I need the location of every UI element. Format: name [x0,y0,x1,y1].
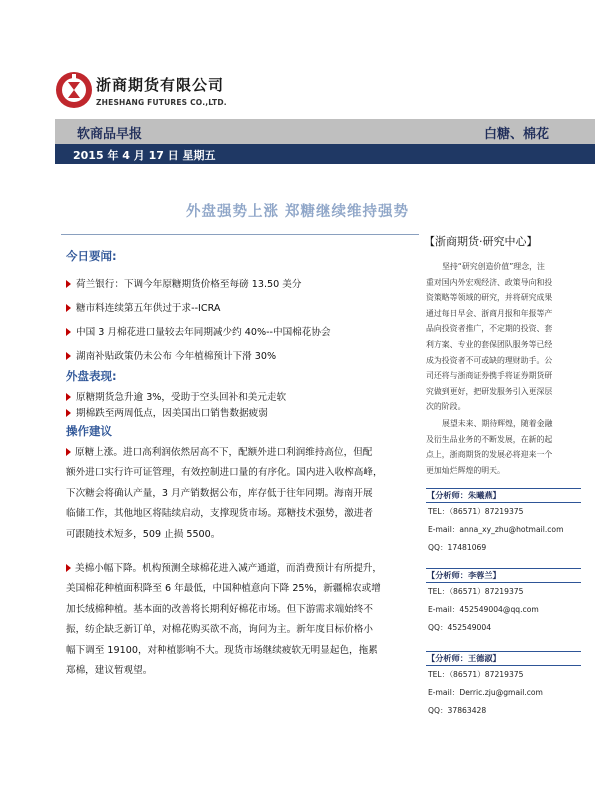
bullet-arrow-icon [66,304,71,312]
report-type: 软商品早报 [77,127,143,142]
company-name-cn: 浙商期货有限公司 [96,76,225,94]
list-item: 原糖期货急升逾 3%，受助于空头回补和美元走软 [66,389,286,403]
list-item: 中国 3 月棉花进口量较去年同期减少约 40%--中国棉花协会 [66,324,331,338]
analyst-qq: QQ：17481069 [428,543,487,552]
analyst-card [426,488,581,557]
divider [61,234,419,235]
analyst-card [426,651,581,720]
analyst-tel: TEL：（86571）87219375 [428,670,524,679]
report-date: 2015 年 4 月 17 日 星期五 [73,149,216,162]
bullet-arrow-icon [66,393,71,401]
list-item: 荷兰银行：下调今年原糖期货价格至每磅 13.50 美分 [66,276,301,290]
company-name-en: ZHESHANG FUTURES CO.,LTD. [96,98,227,107]
bullet-arrow-icon [66,352,71,360]
analyst-tel: TEL：（86571）87219375 [428,587,524,596]
sugar-advice: 原糖上涨。进口高利润依然居高不下，配额外进口利润维持高位，但配 额外进口实行许可证管理，有效控制进口量的有序化。国内进入收榨高峰， 下次糖会将确认产量，3 月产销数据公布，库存低于往年同期。海南开展 临储工作，其他地区将陆续启动，支撑现货市场。郑糖技术强势，激进者 可跟随技术短多，509 止损 5500。 [66,447,383,540]
list-item: 糖市料连续第五年供过于求--ICRA [66,300,220,314]
analyst-name: 【分析师：朱曦燕】 [426,488,581,503]
cotton-advice: 美棉小幅下降。机构预测全球棉花进入减产通道，而消费预计有所提升， 美国棉花种植面积降至 6 年最低，中国种植意向下降 25%，新疆棉农或增 加长绒棉种植。基本面的改善将长期利好棉花市场。但下游需求端始终不 振，纺企缺乏新订单，对棉花购买欲不高，询问为主。新年度目标价格小 幅下调至 19100，对种植影响不大。现货市场继续疲软无明显起色，拖累 郑棉，建议暂观望。 [66,563,382,677]
section-title-advice: 操作建议 [66,424,112,438]
list-item: 湖南补贴政策仍未公布 今年植棉预计下滑 30% [66,348,276,362]
bullet-arrow-icon [66,280,71,288]
section-title-overseas: 外盘表现: [66,369,117,383]
list-item: 期棉跌至两周低点，因美国出口销售数据疲弱 [66,405,268,419]
analyst-email[interactable]: E-mail：Derric.zju@gmail.com [428,688,543,697]
research-center-title: 【浙商期货·研究中心】 [424,235,538,248]
headline: 外盘强势上涨 郑糖继续维持强势 [185,204,410,220]
bullet-arrow-icon [66,448,71,456]
analyst-card [426,568,581,637]
research-center-intro: 坚持“研究创造价值”理念，注 重对国内外宏观经济、政策导向和投 资策略等领域的研究，并将研究成果 通过每日早会、浙商月报和年报等产 品向投资者推广，不定期的投资、套 利方案、专业的套保团队服务等已经 成为投资者不可或缺的理财助手。公 司还将与浙商证券携手将证券期货研 究做到更好，把研发服务引入更深层 次的阶段。 展望未来、期待辉煌，随着金融 及衍生品业务的不断发展，在新的起 点上，浙商期货的发展必将迎来一个 更加灿烂辉煌的明天。 [426,262,553,475]
analyst-qq: QQ：452549004 [428,623,492,632]
brand [96,74,227,107]
analyst-email[interactable]: E-mail：anna_xy_zhu@hotmail.com [428,525,564,534]
company-logo-icon [54,70,94,110]
bullet-arrow-icon [66,564,71,572]
analyst-tel: TEL：（86571）87219375 [428,507,524,516]
section-title-today-news: 今日要闻: [66,249,117,263]
analyst-qq: QQ：37863428 [428,706,487,715]
analyst-name: 【分析师：王德淑】 [426,651,581,666]
bullet-arrow-icon [66,328,71,336]
analyst-name: 【分析师：李蓉兰】 [426,568,581,583]
bullet-arrow-icon [66,409,71,417]
analyst-email[interactable]: E-mail：452549004@qq.com [428,605,539,614]
commodity-label: 白糖、棉花 [483,127,549,142]
